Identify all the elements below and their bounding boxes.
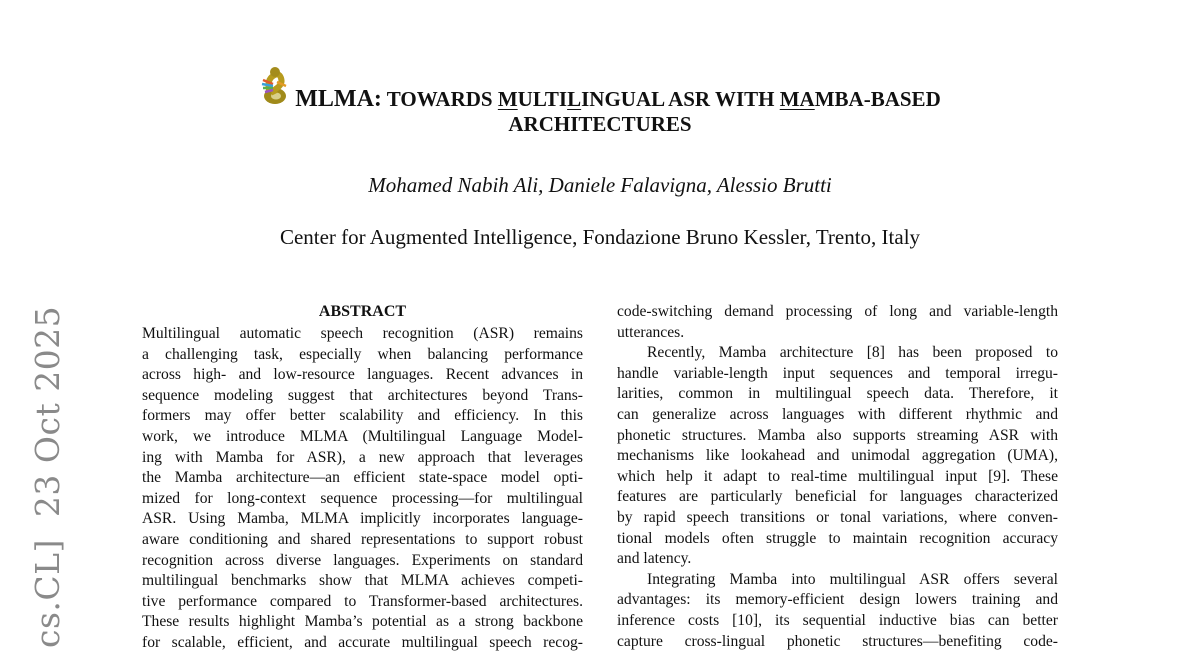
affiliation: Center for Augmented Intelligence, Fondazione Bruno Kessler, Trento, Italy bbox=[279, 225, 921, 249]
body-line: features are particularly beneficial for languages characterized bbox=[617, 488, 1058, 506]
abstract-line: These results highlight Mamba’s potential as a strong backbone bbox=[142, 613, 583, 631]
abstract-line: for scalable, efficient, and accurate multilingual speech recog- bbox=[142, 633, 583, 651]
title-line-1 bbox=[0, 72, 1200, 112]
abstract-line: the Mamba architecture—an efficient state-space model opti- bbox=[142, 469, 583, 487]
abstract-heading: ABSTRACT bbox=[318, 303, 407, 320]
authors: Mohamed Nabih Ali, Daniele Falavigna, Alessio Brutti bbox=[368, 173, 832, 197]
title-part: ULTI bbox=[517, 87, 568, 111]
body-line: handle variable-length input sequences and temporal irregu- bbox=[617, 364, 1058, 382]
body-line: code-switching demand processing of long and variable-length bbox=[617, 303, 1058, 320]
title-underline: MA bbox=[779, 87, 815, 111]
abstract-line: work, we introduce MLMA (Multilingual Language Model- bbox=[142, 427, 583, 445]
title-part: INGUAL ASR WITH bbox=[581, 87, 780, 111]
body-line: tional models often struggle to maintain recognition accuracy bbox=[617, 529, 1058, 547]
body-line: Recently, Mamba architecture [8] has been proposed to bbox=[647, 344, 1058, 362]
title-part: MBA-BASED bbox=[814, 87, 941, 111]
abstract-column bbox=[142, 302, 583, 654]
body-line: can generalize across languages with different rhythmic and bbox=[617, 405, 1058, 423]
body-line: mechanisms like lookahead and unimodal aggregation (UMA), bbox=[617, 447, 1058, 465]
body-line: phonetic structures. Mamba also supports streaming ASR with bbox=[617, 426, 1058, 444]
abstract-line: ing with Mamba for ASR), a new approach that leverages bbox=[142, 448, 583, 466]
abstract-line: a challenging task, especially when balancing performance bbox=[142, 345, 583, 363]
abstract-line: across high- and low-resource languages. Recent advances in bbox=[142, 366, 583, 384]
intro-body bbox=[617, 302, 1058, 652]
body-line: utterances. bbox=[617, 323, 685, 341]
body-line: advantages: its memory-efficient design lowers training and bbox=[617, 591, 1058, 609]
arxiv-stamp: cs.CL] 23 Oct 2025 bbox=[28, 305, 67, 648]
abstract-line: tive performance compared to Transformer-based architectures. bbox=[142, 592, 583, 610]
abstract-line: sequence modeling suggest that architectures beyond Trans- bbox=[142, 386, 583, 404]
body-line: larities, common in multilingual speech data. Therefore, it bbox=[617, 385, 1058, 403]
abstract-line: Multilingual automatic speech recognition (ASR) remains bbox=[142, 325, 583, 342]
snake-mamba-logo-icon bbox=[259, 66, 289, 106]
title-block bbox=[0, 72, 1200, 137]
body-line: by rapid speech transitions or tonal variations, where conven- bbox=[617, 508, 1058, 526]
title-part: TOWARDS bbox=[386, 87, 498, 111]
body-line: Integrating Mamba into multilingual ASR offers several bbox=[647, 570, 1058, 588]
abstract-line: formers may offer better scalability and efficiency. In this bbox=[142, 407, 583, 425]
abstract-body bbox=[142, 324, 583, 654]
body-line: which help it adapt to real-time multilingual input [9]. These bbox=[617, 467, 1058, 485]
title-prefix: MLMA: bbox=[295, 86, 382, 112]
body-line: and latency. bbox=[617, 550, 692, 568]
title-underline: L bbox=[567, 87, 582, 111]
title-underline: M bbox=[497, 87, 518, 111]
abstract-line: recognition across diverse languages. Experiments on standard bbox=[142, 551, 583, 569]
intro-column bbox=[617, 302, 1058, 652]
abstract-line: multilingual benchmarks show that MLMA achieves competi- bbox=[142, 572, 583, 590]
title-line-2: ARCHITECTURES bbox=[508, 112, 692, 136]
abstract-line: ASR. Using Mamba, MLMA implicitly incorporates language- bbox=[142, 510, 583, 528]
abstract-line: mized for long-context sequence processing—for multilingual bbox=[142, 489, 583, 507]
body-line: capture cross-lingual phonetic structures—benefiting code- bbox=[617, 632, 1058, 650]
abstract-line: aware conditioning and shared representations to support robust bbox=[142, 530, 583, 548]
body-line: inference costs [10], its sequential inductive bias can better bbox=[617, 611, 1058, 629]
